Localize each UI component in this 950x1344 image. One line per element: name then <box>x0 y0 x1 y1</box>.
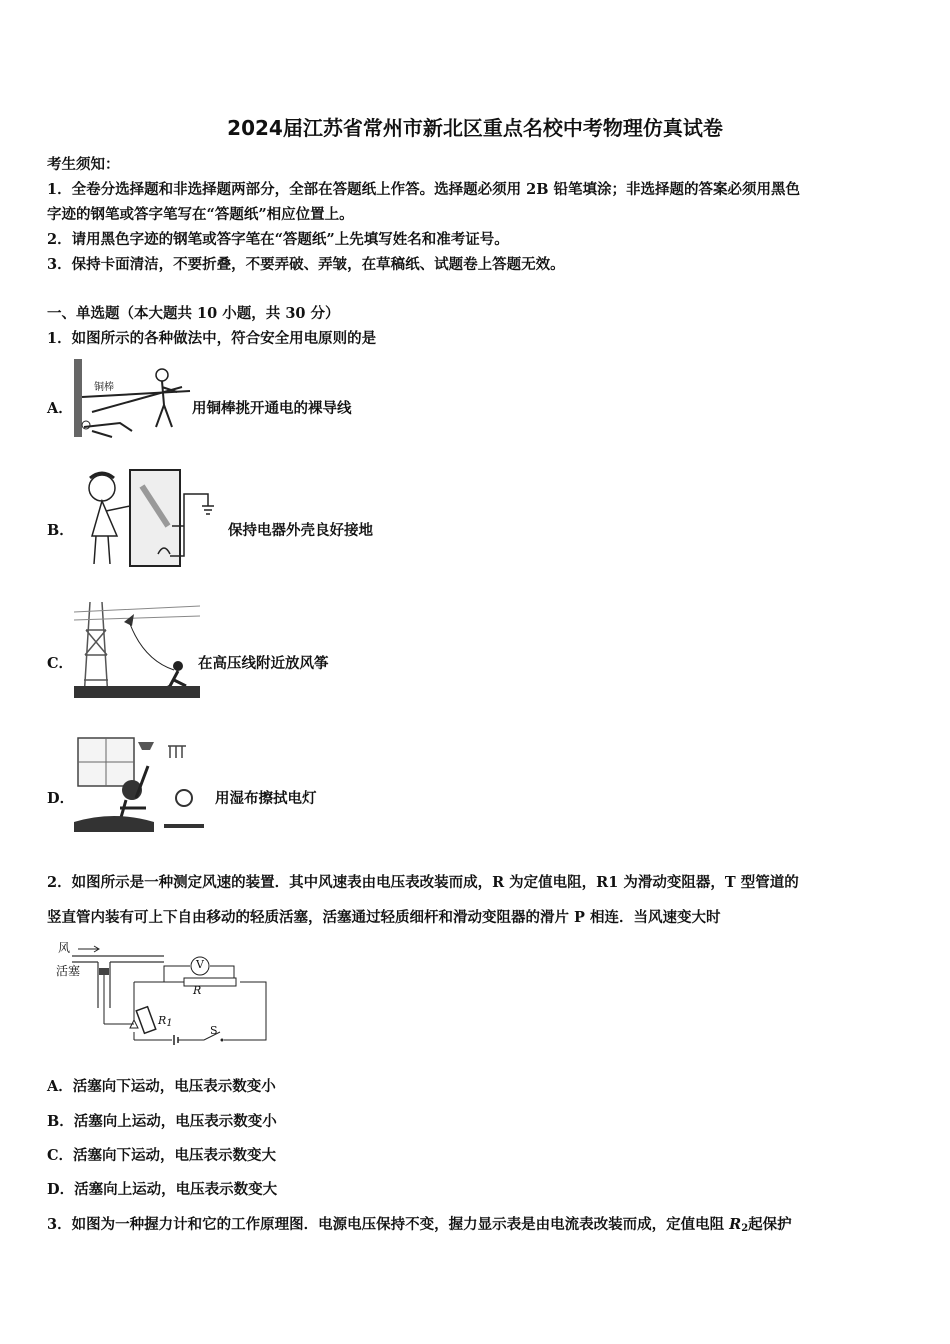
q2-option-a: A．活塞向下运动，电压表示数变小 <box>47 1078 276 1095</box>
q1-option-c-text: 在高压线附近放风筝 <box>198 655 329 672</box>
q1-option-c-letter: C． <box>47 655 74 672</box>
q3-stem: 3．如图为一种握力计和它的工作原理图．电源电压保持不变，握力显示表是由电流表改装而成，定值电阻 $R_2$起保护 <box>47 1216 792 1234</box>
q2-option-d: D．活塞向上运动，电压表示数变大 <box>47 1181 278 1198</box>
q1-stem: 1．如图所示的各种做法中，符合安全用电原则的是 <box>47 330 377 347</box>
wet-cloth-lamp-illustration <box>74 736 206 832</box>
switch-label: S <box>210 1024 218 1037</box>
voltmeter-label: V <box>196 958 204 971</box>
wind-label: 风 <box>58 941 71 955</box>
q1-option-d-text: 用湿布擦拭电灯 <box>215 790 317 807</box>
q1-option-a-text: 用铜棒挑开通电的裸导线 <box>192 400 352 417</box>
page-title: 2024届江苏省常州市新北区重点名校中考物理仿真试卷 <box>227 116 723 140</box>
wind-speed-circuit-diagram <box>44 938 280 1046</box>
copper-rod-illustration <box>72 357 192 441</box>
piston-label: 活塞 <box>56 964 81 978</box>
notice-item-3: 3．保持卡面清洁，不要折叠，不要弄破、弄皱，在草稿纸、试题卷上答题无效。 <box>47 256 565 273</box>
notice-item-2: 2．请用黑色字迹的钢笔或答字笔在“答题纸”上先填写姓名和准考证号。 <box>47 231 509 248</box>
q1-option-b-letter: B． <box>47 522 74 539</box>
resistor-r-label: R <box>193 984 202 997</box>
kite-high-voltage-illustration <box>74 600 200 700</box>
resistor-r1-label: R1 <box>158 1014 173 1029</box>
grounded-appliance-illustration <box>72 466 228 568</box>
q1-option-b-text: 保持电器外壳良好接地 <box>228 522 373 539</box>
q1-option-d-letter: D． <box>47 790 75 807</box>
notice-item-1: 1．全卷分选择题和非选择题两部分，全部在答题纸上作答。选择题必须用 2B 铅笔填涂；非选择题的答案必须用黑色 <box>47 181 801 198</box>
notice-heading: 考生须知： <box>47 156 120 173</box>
q2-stem-line1: 2．如图所示是一种测定风速的装置．其中风速表由电压表改装而成，R 为定值电阻，R1 为滑动变阻器，T 型管道的 <box>47 874 799 891</box>
copper-rod-label: 铜棒 <box>94 382 114 393</box>
q2-stem-line2: 竖直管内装有可上下自由移动的轻质活塞，活塞通过轻质细杆和滑动变阻器的滑片 P 相连．当风速变大时 <box>47 909 721 926</box>
q2-option-b: B．活塞向上运动，电压表示数变小 <box>47 1113 277 1130</box>
q2-option-c: C．活塞向下运动，电压表示数变大 <box>47 1147 277 1164</box>
q1-option-a-letter: A． <box>47 400 73 417</box>
notice-item-1-cont: 字迹的钢笔或答字笔写在“答题纸”相应位置上。 <box>47 206 354 223</box>
section-heading: 一、单选题（本大题共 10 小题，共 30 分） <box>47 305 340 322</box>
